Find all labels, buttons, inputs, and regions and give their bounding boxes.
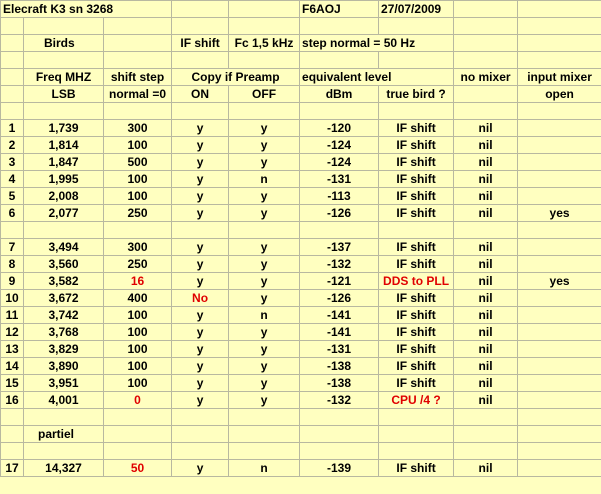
level-dbm: -131: [300, 341, 379, 358]
normal-header: normal =0: [104, 86, 172, 103]
row-number: 6: [1, 205, 24, 222]
true-bird: IF shift: [379, 154, 454, 171]
shift-step: 250: [104, 256, 172, 273]
frequency: 1,739: [24, 120, 104, 137]
frequency: 1,995: [24, 171, 104, 188]
shift-step: 16: [104, 273, 172, 290]
level-dbm: -113: [300, 188, 379, 205]
equiv-header: equivalent level: [300, 69, 454, 86]
level-dbm: -126: [300, 290, 379, 307]
partiel-label: partiel: [24, 426, 104, 443]
preamp-on: y: [172, 273, 229, 290]
preamp-off: y: [229, 375, 300, 392]
preamp-off: y: [229, 392, 300, 409]
input-mixer: [518, 375, 601, 392]
true-bird: IF shift: [379, 324, 454, 341]
true-bird: IF shift: [379, 375, 454, 392]
preamp-on: y: [172, 324, 229, 341]
true-bird: IF shift: [379, 239, 454, 256]
table-row: [1, 358, 601, 375]
preamp-off: y: [229, 341, 300, 358]
frequency: 2,008: [24, 188, 104, 205]
table-row: [1, 307, 601, 324]
no-mixer: nil: [454, 307, 518, 324]
table-row: [1, 290, 601, 307]
table-row: [1, 154, 601, 171]
true-bird: IF shift: [379, 358, 454, 375]
preamp-off: y: [229, 358, 300, 375]
preamp-on: y: [172, 205, 229, 222]
preamp-off: n: [229, 307, 300, 324]
true-bird: IF shift: [379, 256, 454, 273]
true-bird: IF shift: [379, 205, 454, 222]
shift-step: 100: [104, 341, 172, 358]
frequency: 3,829: [24, 341, 104, 358]
shift-step: 100: [104, 137, 172, 154]
input-mixer: yes: [518, 273, 601, 290]
input-mixer: [518, 290, 601, 307]
frequency: 3,582: [24, 273, 104, 290]
level-dbm: -132: [300, 392, 379, 409]
no-mixer: nil: [454, 205, 518, 222]
frequency: 1,814: [24, 137, 104, 154]
freq-header: Freq MHZ: [24, 69, 104, 86]
frequency: 3,951: [24, 375, 104, 392]
preamp-off: y: [229, 239, 300, 256]
preamp-on: y: [172, 137, 229, 154]
blank-row: [1, 222, 601, 239]
true-bird: CPU /4 ?: [379, 392, 454, 409]
level-dbm: -131: [300, 171, 379, 188]
true-bird: IF shift: [379, 460, 454, 477]
row-number: 3: [1, 154, 24, 171]
input-mixer: [518, 460, 601, 477]
shift-step: 100: [104, 324, 172, 341]
input-mixer: [518, 256, 601, 273]
no-mixer: nil: [454, 273, 518, 290]
blank-row: [1, 443, 601, 460]
level-dbm: -138: [300, 375, 379, 392]
blank-row: [1, 409, 601, 426]
table-row: [1, 188, 601, 205]
shift-step: 100: [104, 358, 172, 375]
frequency: 3,560: [24, 256, 104, 273]
preamp-on: y: [172, 358, 229, 375]
shift-step: 100: [104, 307, 172, 324]
truebird-header: true bird ?: [379, 86, 454, 103]
blank-row: [1, 52, 601, 69]
no-mixer: nil: [454, 375, 518, 392]
preamp-on: y: [172, 154, 229, 171]
preamp-off: y: [229, 154, 300, 171]
row-number: 1: [1, 120, 24, 137]
level-dbm: -137: [300, 239, 379, 256]
level-dbm: -124: [300, 154, 379, 171]
shift-step: 100: [104, 188, 172, 205]
input-mixer: [518, 188, 601, 205]
partiel-row: [1, 426, 601, 443]
preamp-off: y: [229, 137, 300, 154]
input-mixer: [518, 120, 601, 137]
row-number: 13: [1, 341, 24, 358]
row-number: 15: [1, 375, 24, 392]
no-mixer: nil: [454, 290, 518, 307]
frequency: 3,672: [24, 290, 104, 307]
true-bird: DDS to PLL: [379, 273, 454, 290]
dbm-header: dBm: [300, 86, 379, 103]
frequency: 14,327: [24, 460, 104, 477]
input-mixer: [518, 392, 601, 409]
table-row: [1, 392, 601, 409]
sheet-title: Elecraft K3 sn 3268: [1, 1, 172, 18]
preamp-on: No: [172, 290, 229, 307]
row-number: 9: [1, 273, 24, 290]
preamp-off: y: [229, 273, 300, 290]
row-number: 16: [1, 392, 24, 409]
input-mixer: [518, 341, 601, 358]
preamp-on: y: [172, 256, 229, 273]
shift-step: 100: [104, 171, 172, 188]
preamp-on: y: [172, 120, 229, 137]
frequency: 2,077: [24, 205, 104, 222]
level-dbm: -141: [300, 307, 379, 324]
shift-header: shift step: [104, 69, 172, 86]
row-number: 5: [1, 188, 24, 205]
true-bird: IF shift: [379, 290, 454, 307]
no-mixer: nil: [454, 137, 518, 154]
preamp-on: y: [172, 375, 229, 392]
level-dbm: -139: [300, 460, 379, 477]
preamp-off: y: [229, 290, 300, 307]
preamp-on: y: [172, 307, 229, 324]
level-dbm: -126: [300, 205, 379, 222]
preamp-on: y: [172, 460, 229, 477]
no-mixer: nil: [454, 341, 518, 358]
level-dbm: -121: [300, 273, 379, 290]
table-row: [1, 239, 601, 256]
header-row-3: [1, 35, 601, 52]
shift-step: 50: [104, 460, 172, 477]
preamp-off: y: [229, 256, 300, 273]
header-row-6: [1, 86, 601, 103]
preamp-off: y: [229, 205, 300, 222]
true-bird: IF shift: [379, 341, 454, 358]
fc-label: Fc 1,5 kHz: [229, 35, 300, 52]
shift-step: 300: [104, 239, 172, 256]
lsb-header: LSB: [24, 86, 104, 103]
preamp-on: y: [172, 239, 229, 256]
row-number: 8: [1, 256, 24, 273]
no-mixer: nil: [454, 460, 518, 477]
copy-header: Copy if Preamp: [172, 69, 300, 86]
header-row-5: [1, 69, 601, 86]
step-label: step normal = 50 Hz: [300, 35, 454, 52]
no-mixer: nil: [454, 392, 518, 409]
no-mixer: nil: [454, 358, 518, 375]
frequency: 3,742: [24, 307, 104, 324]
preamp-off: n: [229, 171, 300, 188]
input-mixer: [518, 154, 601, 171]
input-mixer: yes: [518, 205, 601, 222]
on-header: ON: [172, 86, 229, 103]
date: 27/07/2009: [379, 1, 454, 18]
input-mixer: [518, 324, 601, 341]
no-mixer: nil: [454, 188, 518, 205]
row-number: 11: [1, 307, 24, 324]
blank-row: [1, 103, 601, 120]
blank-row: [1, 18, 601, 35]
shift-step: 300: [104, 120, 172, 137]
true-bird: IF shift: [379, 171, 454, 188]
no-mixer: nil: [454, 324, 518, 341]
table-row: [1, 205, 601, 222]
row-number: 10: [1, 290, 24, 307]
frequency: 4,001: [24, 392, 104, 409]
true-bird: IF shift: [379, 307, 454, 324]
input-mixer: [518, 239, 601, 256]
nomixer-header: no mixer: [454, 69, 518, 86]
frequency: 3,890: [24, 358, 104, 375]
input-mixer: [518, 171, 601, 188]
preamp-off: n: [229, 460, 300, 477]
table-row: [1, 137, 601, 154]
birds-label: Birds: [24, 35, 104, 52]
preamp-off: y: [229, 188, 300, 205]
no-mixer: nil: [454, 256, 518, 273]
table-row: [1, 375, 601, 392]
open-header: open: [518, 86, 601, 103]
level-dbm: -120: [300, 120, 379, 137]
row-number: 14: [1, 358, 24, 375]
no-mixer: nil: [454, 120, 518, 137]
level-dbm: -132: [300, 256, 379, 273]
table-row: [1, 171, 601, 188]
frequency: 3,768: [24, 324, 104, 341]
preamp-off: y: [229, 120, 300, 137]
level-dbm: -138: [300, 358, 379, 375]
table-row: [1, 120, 601, 137]
row-number: 12: [1, 324, 24, 341]
row-number: 17: [1, 460, 24, 477]
shift-step: 250: [104, 205, 172, 222]
row-number: 2: [1, 137, 24, 154]
preamp-on: y: [172, 171, 229, 188]
input-mixer: [518, 358, 601, 375]
shift-step: 500: [104, 154, 172, 171]
no-mixer: nil: [454, 239, 518, 256]
preamp-on: y: [172, 188, 229, 205]
no-mixer: nil: [454, 154, 518, 171]
table-row: [1, 273, 601, 290]
table-row: [1, 324, 601, 341]
preamp-on: y: [172, 392, 229, 409]
table-row: [1, 460, 601, 477]
row-number: 7: [1, 239, 24, 256]
preamp-on: y: [172, 341, 229, 358]
off-header: OFF: [229, 86, 300, 103]
input-mixer: [518, 307, 601, 324]
header-row-1: [1, 1, 601, 18]
shift-step: 100: [104, 375, 172, 392]
shift-step: 400: [104, 290, 172, 307]
shift-step: 0: [104, 392, 172, 409]
level-dbm: -124: [300, 137, 379, 154]
true-bird: IF shift: [379, 120, 454, 137]
preamp-off: y: [229, 324, 300, 341]
true-bird: IF shift: [379, 188, 454, 205]
if-shift-label: IF shift: [172, 35, 229, 52]
no-mixer: nil: [454, 171, 518, 188]
input-mixer: [518, 137, 601, 154]
frequency: 3,494: [24, 239, 104, 256]
level-dbm: -141: [300, 324, 379, 341]
inputmixer-header: input mixer: [518, 69, 601, 86]
true-bird: IF shift: [379, 137, 454, 154]
row-number: 4: [1, 171, 24, 188]
table-row: [1, 341, 601, 358]
table-body: [1, 1, 601, 477]
frequency: 1,847: [24, 154, 104, 171]
callsign: F6AOJ: [300, 1, 379, 18]
table-row: [1, 256, 601, 273]
